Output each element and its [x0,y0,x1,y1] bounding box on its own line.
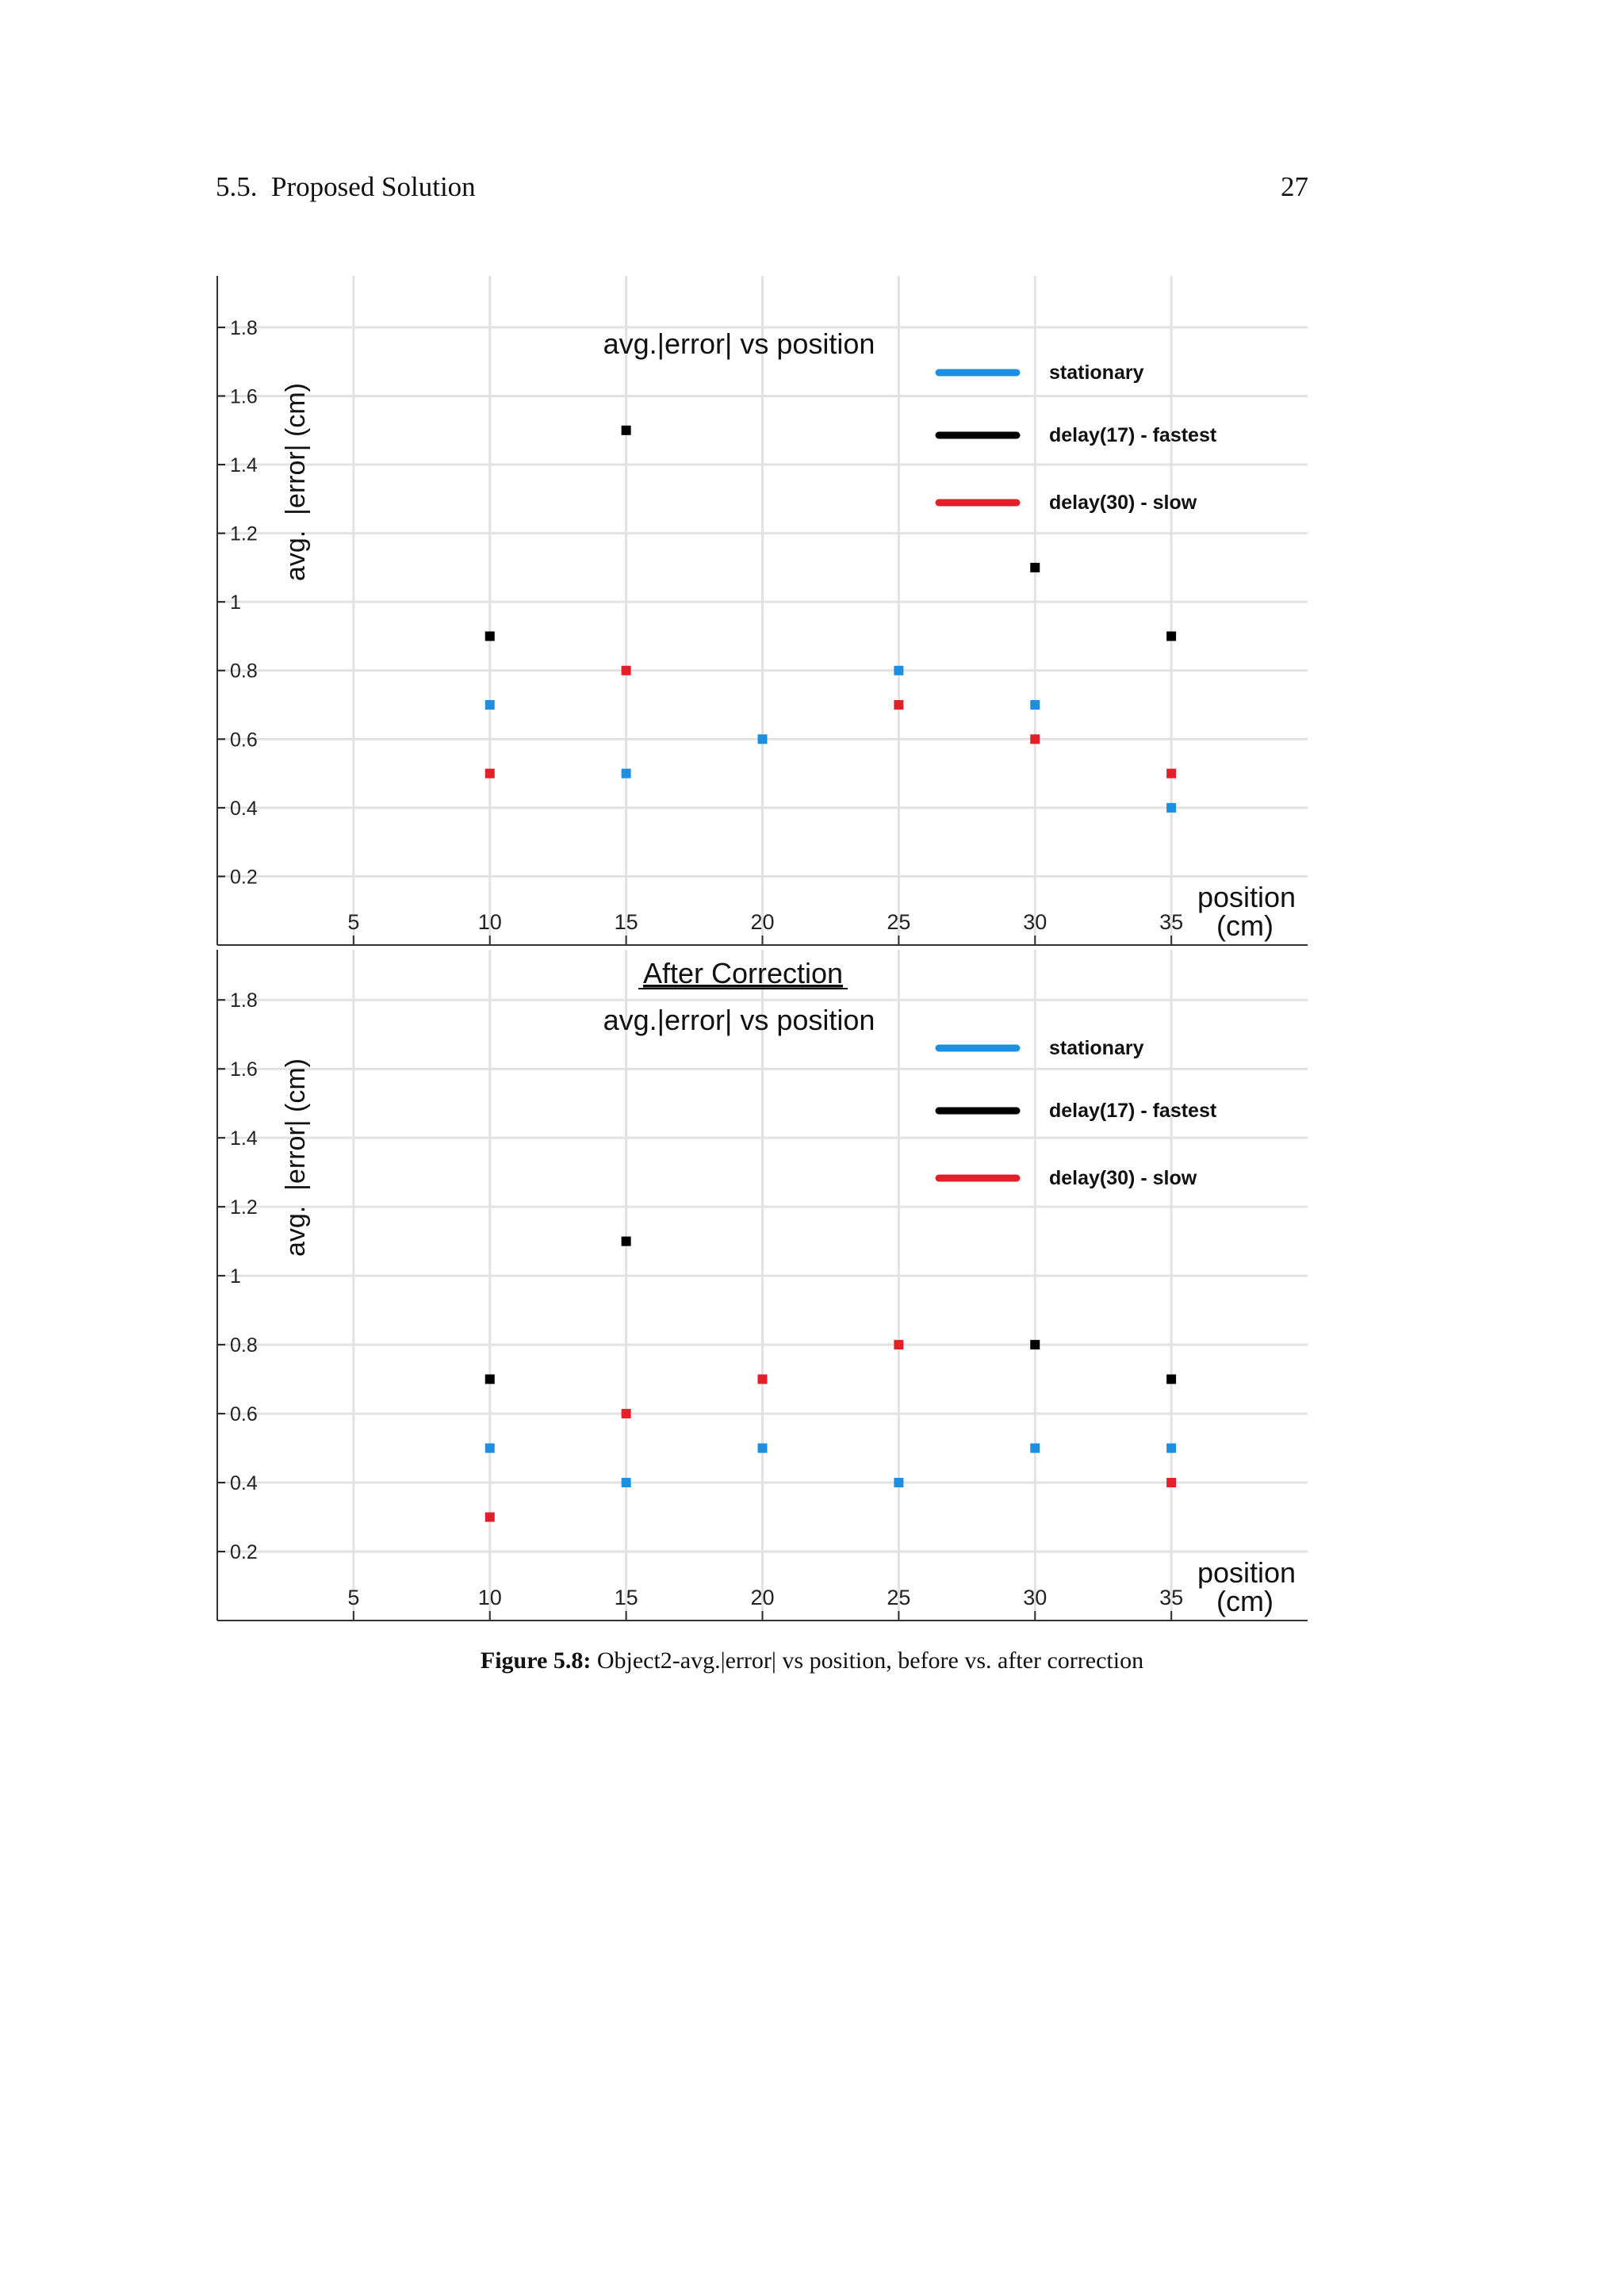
data-point [1030,700,1040,710]
y-axis-label: avg. |error| (cm) [281,1058,311,1257]
y-tick-label: 1.4 [230,454,258,477]
data-point [758,734,768,744]
y-axis-label: avg. |error| (cm) [281,382,311,582]
data-point [622,1478,631,1487]
y-tick-label: 0.2 [230,866,258,889]
y-tick-label: 1.8 [230,316,258,339]
data-point [485,1513,495,1522]
x-tick-label: 5 [347,1586,360,1609]
data-point [485,769,495,779]
y-tick-label: 0.2 [230,1541,258,1564]
legend-label: stationary [1049,362,1144,384]
data-point [894,666,903,675]
legend-label: delay(30) - slow [1049,1167,1197,1189]
y-tick-label: 0.4 [230,797,258,820]
x-axis-label: position [1197,881,1297,913]
y-tick-label: 0.6 [230,729,258,752]
legend-label: delay(30) - slow [1049,492,1197,514]
x-tick-label: 25 [887,1586,911,1609]
y-tick-label: 0.6 [230,1403,258,1426]
x-tick-label: 5 [347,910,360,934]
legend-label: stationary [1049,1037,1144,1059]
chart-title: avg.|error| vs position [603,1004,875,1036]
y-tick-label: 1.2 [230,1196,258,1219]
page-number: 27 [1281,171,1308,202]
x-tick-label: 20 [750,1586,775,1609]
y-tick-label: 1.4 [230,1127,258,1150]
y-tick-label: 1.2 [230,522,258,545]
caption-label: Figure 5.8: [480,1647,592,1674]
y-tick-label: 0.8 [230,1334,258,1357]
x-tick-label: 35 [1159,1586,1184,1609]
data-point [1166,1375,1176,1384]
data-point [622,1409,631,1418]
data-point [1166,803,1176,813]
y-tick-label: 1 [230,1265,241,1288]
chart-panel-2 [217,950,1308,1621]
data-point [1166,631,1176,641]
y-tick-label: 1.6 [230,385,258,408]
y-tick-label: 0.4 [230,1472,258,1495]
y-tick-label: 0.8 [230,660,258,683]
x-tick-label: 20 [750,910,775,934]
data-point [622,769,631,779]
x-tick-label: 25 [887,910,911,934]
data-point [894,1340,903,1349]
data-point [1030,563,1040,572]
data-point [485,700,495,710]
y-tick-label: 1.8 [230,989,258,1012]
data-point [758,1444,768,1453]
x-tick-label: 10 [477,910,502,934]
chart-title: avg.|error| vs position [603,327,875,360]
data-point [622,426,631,435]
x-axis-unit: (cm) [1216,1585,1274,1617]
legend-label: delay(17) - fastest [1049,424,1217,446]
x-tick-label: 30 [1023,1586,1048,1609]
section-title: 5.5. Proposed Solution [216,171,476,202]
legend-label: delay(17) - fastest [1049,1100,1217,1122]
chart-heading: After Correction [642,957,844,989]
chart-panel-1 [217,276,1308,945]
x-tick-label: 15 [614,1586,638,1609]
x-tick-label: 15 [614,910,638,934]
data-point [1030,1444,1040,1453]
data-point [758,1375,768,1384]
data-point [894,1478,903,1487]
data-point [622,666,631,675]
data-point [1030,1340,1040,1349]
x-tick-label: 30 [1023,910,1048,934]
figure-caption [0,1647,1624,1674]
data-point [485,1444,495,1453]
x-axis-label: position [1197,1556,1297,1589]
data-point [1166,769,1176,779]
data-point [485,1375,495,1384]
x-tick-label: 35 [1159,910,1184,934]
data-point [485,631,495,641]
data-point [622,1237,631,1246]
data-point [1030,734,1040,744]
data-point [1166,1478,1176,1487]
data-point [894,700,903,710]
data-point [1166,1444,1176,1453]
x-tick-label: 10 [477,1586,502,1609]
y-tick-label: 1.6 [230,1058,258,1081]
caption-text: Object2-avg.|error| vs position, before vs. after correction [591,1647,1144,1674]
y-tick-label: 1 [230,591,241,614]
x-axis-unit: (cm) [1216,909,1274,942]
